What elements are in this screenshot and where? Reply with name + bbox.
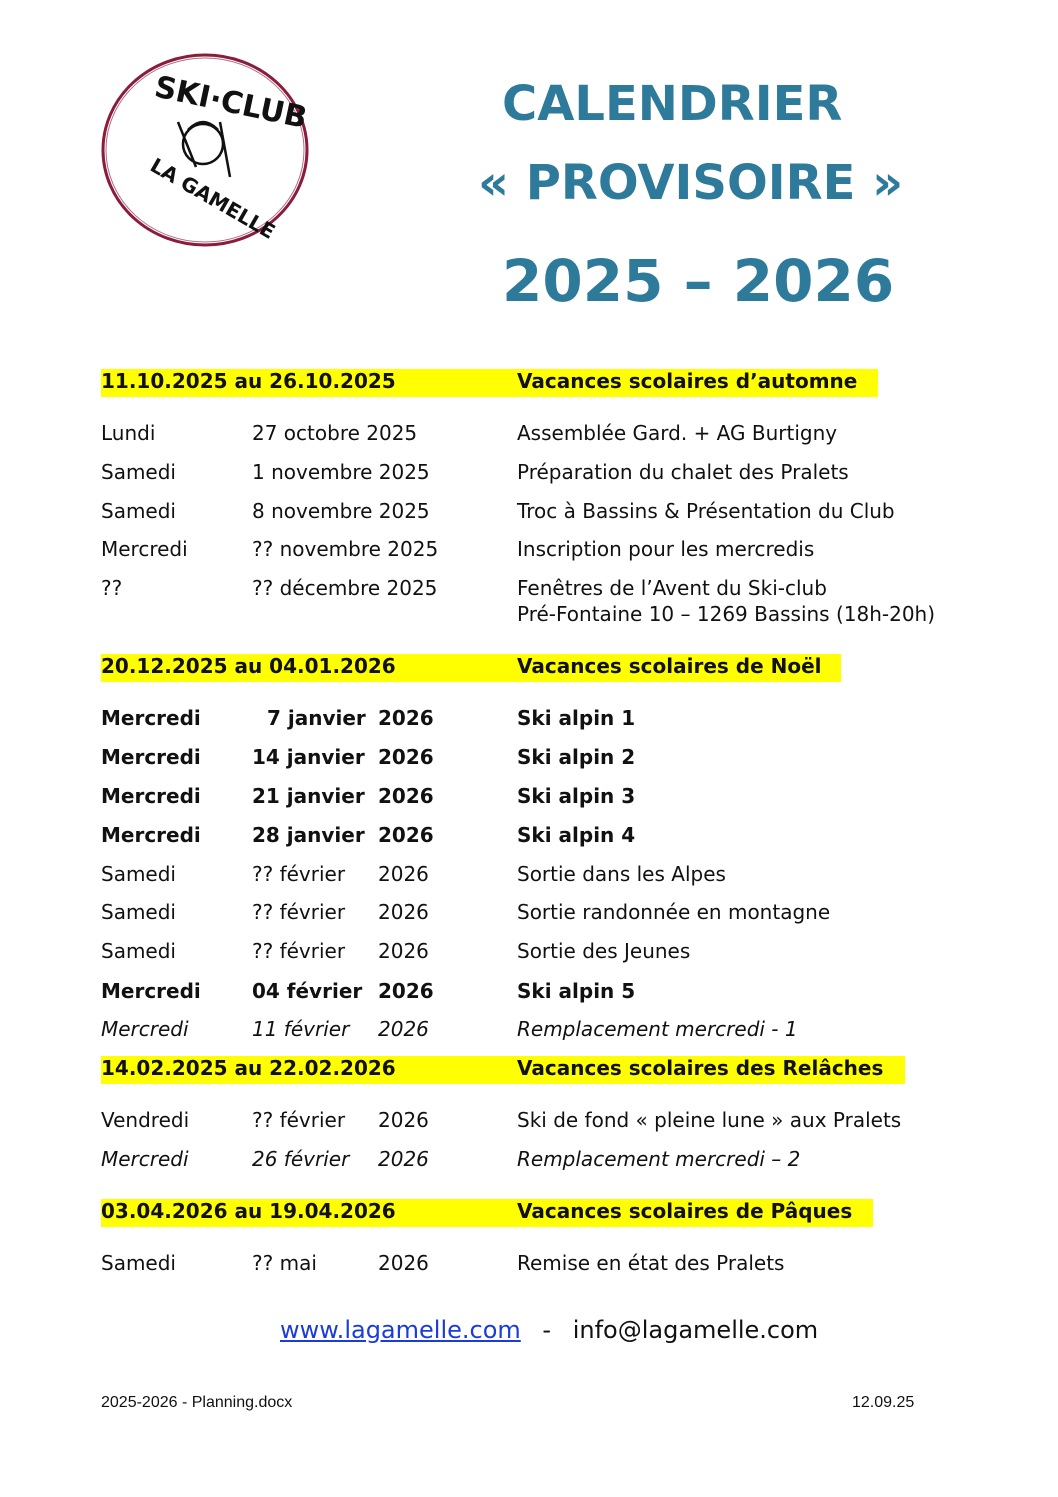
table-row: [101, 1017, 1018, 1045]
website-link[interactable]: www.lagamelle.com: [280, 1316, 521, 1344]
row-year: 2026: [378, 979, 434, 1003]
footer-filename: 2025-2026 - Planning.docx: [101, 1394, 293, 1411]
row-year: 2026: [378, 823, 434, 847]
row-event: Ski alpin 3: [517, 784, 636, 808]
table-row: [101, 499, 1018, 527]
row-year: 2026: [378, 706, 434, 730]
row-date: 26 février: [252, 1147, 350, 1171]
row-day: Mercredi: [101, 823, 201, 847]
section-label: Vacances scolaires des Relâches: [517, 1056, 884, 1080]
table-row: [101, 1108, 1018, 1136]
row-event: Assemblée Gard. + AG Burtigny: [517, 421, 838, 445]
table-row: [101, 900, 1018, 928]
row-year: 2026: [378, 1251, 429, 1275]
table-row: [101, 460, 1018, 488]
row-year: 2026: [378, 784, 434, 808]
row-day: Samedi: [101, 460, 176, 484]
section-header: [101, 369, 1018, 397]
row-event: Sortie dans les Alpes: [517, 862, 726, 886]
row-day: Samedi: [101, 499, 176, 523]
row-date: ?? février: [252, 1108, 346, 1132]
row-date: 28 janvier: [252, 823, 365, 847]
title-line-2: « PROVISOIRE »: [478, 155, 904, 211]
row-event: Troc à Bassins & Présentation du Club: [517, 499, 895, 523]
row-day: Mercredi: [101, 745, 201, 769]
table-row: [101, 421, 1018, 449]
row-date: 04 février: [252, 979, 363, 1003]
table-row: [101, 939, 1018, 967]
row-date: ?? février: [252, 862, 346, 886]
row-day: ??: [101, 576, 123, 600]
row-day: Mercredi: [101, 706, 201, 730]
contact-separator: -: [542, 1316, 552, 1344]
row-event: Remise en état des Pralets: [517, 1251, 785, 1275]
row-date: 14 janvier: [252, 745, 365, 769]
section-period: 20.12.2025 au 04.01.2026: [101, 654, 396, 678]
row-date: ?? mai: [252, 1251, 317, 1275]
table-row: [101, 1251, 1018, 1279]
row-date: ?? février: [252, 939, 346, 963]
section-period: 11.10.2025 au 26.10.2025: [101, 369, 396, 393]
row-date: ?? février: [252, 900, 346, 924]
row-day: Vendredi: [101, 1108, 190, 1132]
row-date: ?? novembre 2025: [252, 537, 439, 561]
row-date: 11 février: [252, 1017, 350, 1041]
footer-date: 12.09.25: [852, 1394, 915, 1411]
row-event: Préparation du chalet des Pralets: [517, 460, 849, 484]
row-event: Ski alpin 2: [517, 745, 636, 769]
section-label: Vacances scolaires de Pâques: [517, 1199, 853, 1223]
row-day: Samedi: [101, 900, 176, 924]
logo-bottom-text: LA GAMELLE: [146, 153, 280, 244]
section-header: [101, 1056, 1018, 1084]
row-year: 2026: [378, 745, 434, 769]
row-day: Mercredi: [101, 784, 201, 808]
row-event: Sortie des Jeunes: [517, 939, 691, 963]
row-day: Samedi: [101, 1251, 176, 1275]
row-day: Mercredi: [101, 1147, 189, 1171]
section-header: [101, 654, 1018, 682]
table-row: [101, 784, 1018, 812]
row-year: 2026: [378, 1108, 429, 1132]
row-date: ?? décembre 2025: [252, 576, 438, 600]
row-day: Samedi: [101, 939, 176, 963]
logo-top-text: SKI·CLUB: [151, 69, 310, 136]
table-row: [101, 537, 1018, 565]
row-date: 7 janvier: [267, 706, 366, 730]
row-date: 1 novembre 2025: [252, 460, 430, 484]
table-row: [101, 979, 1018, 1007]
row-year: 2026: [378, 1017, 429, 1041]
table-row: [101, 745, 1018, 773]
title-line-3: 2025 – 2026: [502, 247, 895, 315]
row-date: 21 janvier: [252, 784, 365, 808]
ski-club-logo: [100, 52, 310, 248]
row-event: Ski alpin 4: [517, 823, 636, 847]
row-year: 2026: [378, 862, 429, 886]
section-header: [101, 1199, 1018, 1227]
row-event: Ski alpin 5: [517, 979, 636, 1003]
table-row: [101, 1147, 1018, 1175]
row-event: Sortie randonnée en montagne: [517, 900, 831, 924]
row-day: Samedi: [101, 862, 176, 886]
table-row: [101, 862, 1018, 890]
row-day: Mercredi: [101, 979, 201, 1003]
row-day: Mercredi: [101, 537, 188, 561]
section-period: 14.02.2025 au 22.02.2026: [101, 1056, 396, 1080]
row-day: Lundi: [101, 421, 156, 445]
section-label: Vacances scolaires de Noël: [517, 654, 822, 678]
row-day: Mercredi: [101, 1017, 189, 1041]
row-year: 2026: [378, 939, 429, 963]
row-date: 8 novembre 2025: [252, 499, 430, 523]
row-event: Remplacement mercredi – 2: [517, 1147, 801, 1171]
row-event: Ski alpin 1: [517, 706, 636, 730]
section-label: Vacances scolaires d’automne: [517, 369, 858, 393]
table-row-continuation: [101, 602, 1018, 630]
row-date: 27 octobre 2025: [252, 421, 418, 445]
row-event-line2: Pré-Fontaine 10 – 1269 Bassins (18h-20h): [517, 602, 936, 626]
row-year: 2026: [378, 900, 429, 924]
row-event: Ski de fond « pleine lune » aux Pralets: [517, 1108, 902, 1132]
title-line-1: CALENDRIER: [502, 76, 843, 132]
contact-line: [280, 1316, 818, 1344]
email-text: info@lagamelle.com: [572, 1316, 819, 1344]
row-year: 2026: [378, 1147, 429, 1171]
row-event: Remplacement mercredi - 1: [517, 1017, 798, 1041]
section-period: 03.04.2026 au 19.04.2026: [101, 1199, 396, 1223]
table-row: [101, 823, 1018, 851]
row-event: Fenêtres de l’Avent du Ski-club: [517, 576, 827, 600]
table-row: [101, 706, 1018, 734]
table-row: [101, 576, 1018, 604]
row-event: Inscription pour les mercredis: [517, 537, 815, 561]
